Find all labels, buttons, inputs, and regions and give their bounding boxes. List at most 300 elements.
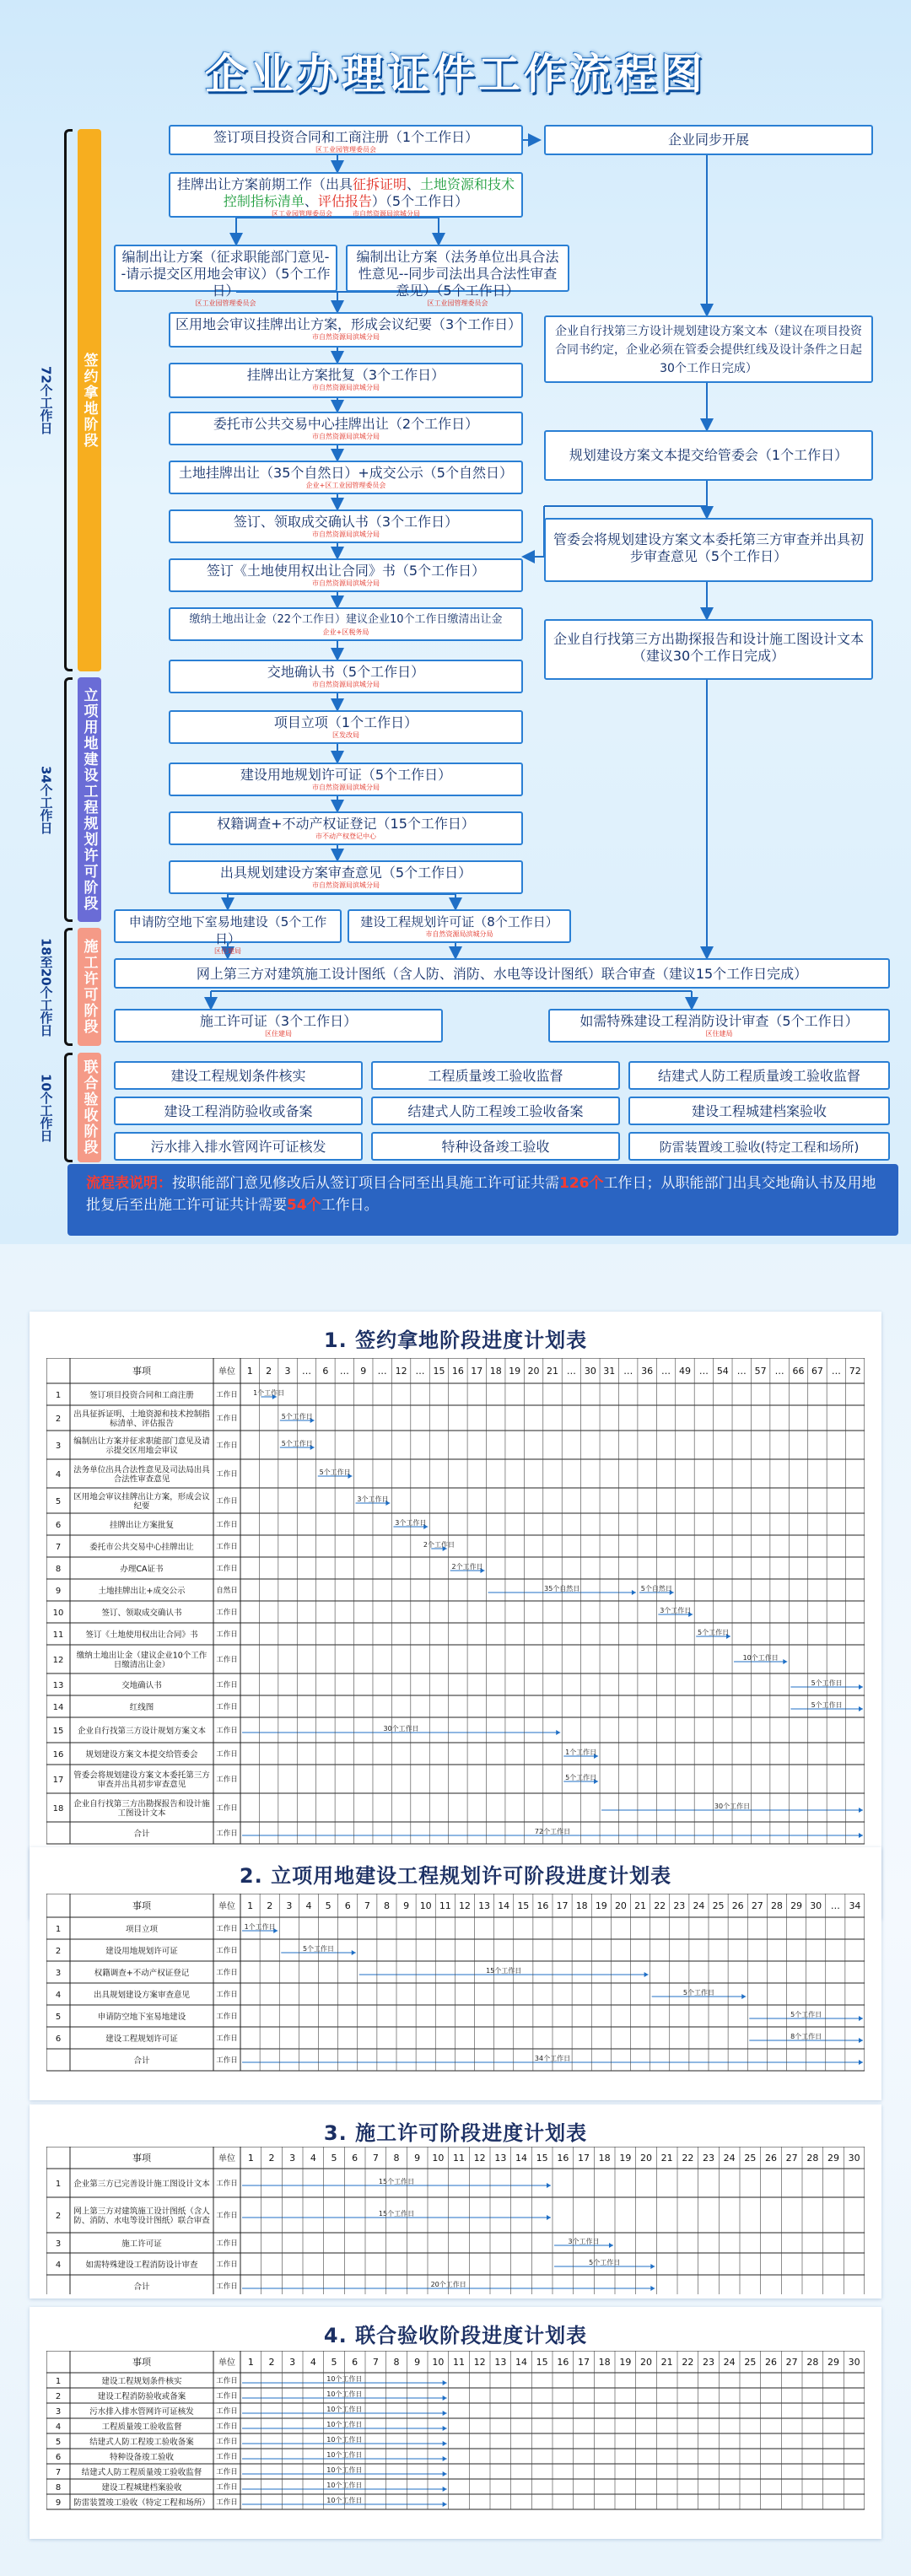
gantt-bar-label: 5个工作日 <box>281 1413 313 1420</box>
step-plan-legal <box>346 245 569 307</box>
header-day: 22 <box>682 2357 694 2368</box>
stage-days-2: 34个工作日 <box>38 765 54 834</box>
gantt-bar-label: 10个工作日 <box>326 2451 363 2459</box>
header-day: 5 <box>325 1900 332 1911</box>
row-number: 5 <box>55 2013 62 2022</box>
gantt-table-3 <box>46 2147 865 2294</box>
gantt-bar-label: 8个工作日 <box>790 2033 822 2040</box>
note-value: 126个 <box>559 1175 604 1192</box>
header-day: 27 <box>785 2153 798 2164</box>
stage-bar-2: 立项用地建设工程规划许可阶段 <box>78 677 101 922</box>
row-number: 2 <box>55 1947 62 1956</box>
row-unit: 工作日 <box>216 2422 238 2431</box>
acceptance-text: 工程质量竣工验收监督 <box>428 1068 563 1084</box>
gantt-bar-label: 10个工作日 <box>742 1654 779 1662</box>
row-unit: 工作日 <box>216 1804 238 1813</box>
row-name: 建设工程消防验收或备案 <box>97 2392 186 2401</box>
schedule-title-2: 2. 立项用地建设工程规划许可阶段进度计划表 <box>239 1864 672 1888</box>
stage-days-1: 72个工作日 <box>38 366 54 434</box>
header-day: 4 <box>310 2357 316 2368</box>
stage-days-3: 18至20个工作日 <box>38 937 54 1037</box>
step-entrust-trading <box>169 412 523 445</box>
step-text: 规划建设方案文本提交给管委会（1个工作日） <box>569 447 849 463</box>
step-land-handover <box>169 660 523 693</box>
table-row <box>46 2049 865 2071</box>
header-day: 12 <box>473 2153 486 2164</box>
gantt-bar-label: 2个工作日 <box>451 1563 483 1571</box>
row-number: 1 <box>55 2377 62 2386</box>
header-day: 12 <box>473 2357 486 2368</box>
row-name: 建设工程规划条件核实 <box>101 2377 182 2386</box>
row-name: 建设工程城建档案验收 <box>101 2483 182 2492</box>
gantt-bar-label: 5个工作日 <box>319 1469 351 1476</box>
header-day: 16 <box>557 2153 569 2164</box>
note-value: 54个 <box>287 1197 321 1214</box>
header-day: 6 <box>322 1366 329 1377</box>
header-day: 5 <box>331 2357 337 2368</box>
step-fire-design-review <box>548 1009 890 1043</box>
header-unit: 单位 <box>218 1902 235 1911</box>
step-text: 出具规划建设方案审查意见（5个工作日） <box>219 865 472 881</box>
row-number: 4 <box>55 2422 62 2432</box>
header-day: 8 <box>393 2357 400 2368</box>
header-unit: 单位 <box>218 2154 235 2164</box>
header-day: 10 <box>419 1900 432 1911</box>
schedule-title-1: 1. 签约拿地阶段进度计划表 <box>323 1328 588 1352</box>
row-name: 委托市公共交易中心挂牌出让 <box>89 1543 194 1552</box>
acceptance-item-6 <box>628 1097 890 1125</box>
header-day: 18 <box>598 2357 611 2368</box>
header-day: 3 <box>289 2357 296 2368</box>
header-day: 30 <box>848 2357 860 2368</box>
step-text: 缴纳土地出让金（22个工作日）建议企业10个工作日缴清出让金 <box>189 613 503 626</box>
header-day: … <box>377 1366 387 1377</box>
header-day: 1 <box>247 2153 254 2164</box>
row-unit: 工作日 <box>216 2261 238 2269</box>
step-text-red: 征拆证明 <box>352 176 407 192</box>
header-day: 30 <box>848 2153 860 2164</box>
step-dept: 市自然资源局滨城分局 <box>312 333 380 341</box>
step-dept: 企业+区工业园管理委员会 <box>305 482 386 489</box>
row-name: 合计 <box>133 2282 150 2292</box>
step-confirmation <box>169 509 523 543</box>
header-day: 21 <box>634 1900 647 1911</box>
step-text-green: 土地资源和技术控制指标清单 <box>223 176 515 209</box>
step-text: 企业自行找第三方设计规划建设方案文本（建议在项目投资合同书约定，企业必须在管委会提供红线及设计条件之日起30个工作日完成） <box>555 325 862 375</box>
step-text: 土地挂牌出让（35个自然日）+成交公示（5个自然日） <box>179 465 513 481</box>
gantt-bar-label: 20个工作日 <box>430 2281 466 2288</box>
header-day: 17 <box>578 2153 590 2164</box>
step-dept: 市自然资源局滨城分局 <box>312 433 380 440</box>
gantt-bar-label: 15个工作日 <box>378 2210 415 2218</box>
row-unit: 工作日 <box>216 2468 238 2476</box>
row-unit: 工作日 <box>216 2056 238 2065</box>
row-name: 出具规划建设方案审查意见 <box>93 1991 191 2000</box>
header-day: 2 <box>266 1366 272 1377</box>
step-dept: 市自然资源局滨城分局 <box>312 579 380 587</box>
acceptance-text: 建设工程城建档案验收 <box>691 1103 827 1119</box>
row-unit: 工作日 <box>216 1656 238 1664</box>
row-number: 9 <box>55 2498 62 2508</box>
header-day: 14 <box>498 1900 510 1911</box>
header-day: 29 <box>827 2357 839 2368</box>
row-name: 建设工程规划许可证 <box>105 2034 178 2044</box>
header-day: 3 <box>289 2153 296 2164</box>
schedule-panel-3 <box>30 2104 881 2298</box>
step-contract-registration <box>169 125 523 155</box>
gantt-bar-label: 3个工作日 <box>568 2238 600 2245</box>
row-number: 10 <box>52 1609 64 1618</box>
row-name: 办理CA证书 <box>120 1565 164 1574</box>
row-unit: 工作日 <box>216 2282 238 2291</box>
acceptance-item-9 <box>628 1132 890 1161</box>
step-survey-design <box>544 619 873 680</box>
header-day: 57 <box>754 1366 767 1377</box>
header-day: 7 <box>372 2153 379 2164</box>
row-unit: 工作日 <box>216 1969 238 1977</box>
schedule-panel-2 <box>30 1847 881 2100</box>
row-unit: 工作日 <box>216 1681 238 1689</box>
row-unit: 工作日 <box>216 2407 238 2416</box>
row-unit: 工作日 <box>216 1947 238 1955</box>
header-day: 9 <box>414 2357 421 2368</box>
row-unit: 工作日 <box>216 1750 238 1759</box>
row-unit: 工作日 <box>216 1415 238 1423</box>
header-day: 19 <box>509 1366 521 1377</box>
header-day: 10 <box>432 2357 445 2368</box>
step-text: 企业自行找第三方出勘探报告和设计施工图设计文本（建议30个工作日完成） <box>553 631 864 664</box>
header-day: 19 <box>619 2153 632 2164</box>
row-number: 18 <box>52 1804 64 1813</box>
header-day: 1 <box>246 1366 253 1377</box>
row-number: 3 <box>55 2239 62 2249</box>
header-day: 2 <box>267 1900 273 1911</box>
row-name: 结建式人防工程质量竣工验收监督 <box>81 2468 202 2477</box>
header-day: 12 <box>395 1366 407 1377</box>
gantt-bar-label: 30个工作日 <box>383 1725 419 1733</box>
step-dept: 区工业园管理委员会 市自然资源局滨城分局 <box>272 210 420 218</box>
acceptance-text: 建设工程消防验收或备案 <box>164 1103 313 1119</box>
row-unit: 工作日 <box>216 2483 238 2492</box>
row-number: 4 <box>55 2261 62 2270</box>
note-text: 工作日。 <box>321 1197 379 1214</box>
row-number: 2 <box>55 2212 62 2221</box>
table-row <box>46 1917 865 1939</box>
header-day: 2 <box>268 2153 275 2164</box>
step-text: 企业同步开展 <box>667 132 749 148</box>
header-day: 15 <box>536 2357 548 2368</box>
step-construction-planning-permit <box>348 909 571 943</box>
row-name: 特种设备竣工验收 <box>109 2453 175 2462</box>
row-unit: 工作日 <box>216 1470 238 1479</box>
step-air-defense <box>114 909 342 955</box>
header-day: 54 <box>716 1366 729 1377</box>
header-day: 7 <box>364 1900 370 1911</box>
row-number: 2 <box>55 1415 62 1424</box>
gantt-bar-label: 1个工作日 <box>244 1923 276 1931</box>
header-day: 15 <box>433 1366 445 1377</box>
header-day: … <box>566 1366 576 1377</box>
acceptance-item-5 <box>371 1097 620 1125</box>
schedule-panel-4 <box>30 2307 881 2539</box>
row-unit: 自然日 <box>216 1587 238 1595</box>
gantt-bar-label: 72个工作日 <box>534 1828 571 1835</box>
row-number: 16 <box>52 1750 64 1760</box>
row-name: 规划建设方案文本提交给管委会 <box>85 1750 198 1760</box>
header-day: 23 <box>673 1900 686 1911</box>
row-number: 6 <box>55 2034 62 2044</box>
step-parallel-start <box>544 125 873 155</box>
step-text: 建设用地规划许可证（5个工作日） <box>240 767 452 783</box>
header-day: 14 <box>515 2357 527 2368</box>
row-name: 网上第三方对建筑施工设计图纸（含人防、消防、水电等设计图纸）联合审查 <box>73 2207 210 2226</box>
header-day: 24 <box>723 2357 736 2368</box>
row-unit: 工作日 <box>216 1497 238 1506</box>
header-day: 28 <box>806 2153 819 2164</box>
step-dept: 区工业园管理委员会 <box>427 299 488 307</box>
gantt-bar-label: 2个工作日 <box>423 1541 456 1549</box>
header-day: 1 <box>247 2357 254 2368</box>
acceptance-text: 结建式人防工程质量竣工验收监督 <box>657 1068 860 1084</box>
gantt-table-4 <box>46 2351 865 2535</box>
header-day: 67 <box>811 1366 823 1377</box>
header-day: 27 <box>785 2357 798 2368</box>
gantt-bar-label: 5个自然日 <box>640 1585 672 1592</box>
stage-days-4: 10个工作日 <box>38 1073 54 1142</box>
step-text: 、 <box>304 193 318 209</box>
row-number: 3 <box>55 2407 62 2417</box>
gantt-bar-label: 10个工作日 <box>326 2390 363 2398</box>
row-name: 企业自行找第三方出勘探报告和设计施工图设计文本 <box>73 1799 210 1819</box>
row-name: 结建式人防工程竣工验收备案 <box>89 2438 194 2447</box>
header-day: 9 <box>403 1900 410 1911</box>
header-day: 26 <box>731 1900 744 1911</box>
step-dept: 区住建局 <box>705 1030 733 1037</box>
row-name: 防雷装置竣工验收（特定工程和场所） <box>73 2498 210 2508</box>
gantt-bar-label: 5个工作日 <box>281 1440 313 1447</box>
header-day: … <box>339 1366 349 1377</box>
header-day: 16 <box>536 1900 549 1911</box>
acceptance-text: 结建式人防工程竣工验收备案 <box>407 1103 584 1119</box>
row-number: 7 <box>55 1543 62 1552</box>
header-day: 7 <box>372 2357 379 2368</box>
step-plan-consult <box>114 245 337 307</box>
step-dept: 企业+区税务局 <box>322 628 369 636</box>
row-unit: 工作日 <box>216 2212 238 2220</box>
step-dept: 市自然资源局滨城分局 <box>312 384 380 391</box>
header-day: 21 <box>547 1366 558 1377</box>
header-day: 4 <box>310 2153 316 2164</box>
step-pre-listing-work <box>169 172 523 218</box>
row-number: 6 <box>55 1521 62 1530</box>
step-dept: 市自然资源局滨城分局 <box>312 681 380 688</box>
step-land-listing <box>169 461 523 494</box>
step-plan-approval <box>169 363 523 398</box>
step-text: 签订、领取成交确认书（3个工作日） <box>233 514 459 530</box>
header-day: 11 <box>453 2153 465 2164</box>
row-number: 15 <box>52 1727 64 1736</box>
header-day: … <box>774 1366 784 1377</box>
acceptance-item-1 <box>114 1061 363 1090</box>
gantt-table-1 <box>46 1358 865 1906</box>
header-item: 事项 <box>132 2153 151 2164</box>
header-day: 14 <box>515 2153 527 2164</box>
header-day: 21 <box>660 2357 673 2368</box>
row-unit: 工作日 <box>216 2392 238 2401</box>
row-name: 签订《土地使用权出让合同》书 <box>85 1630 198 1640</box>
row-unit: 工作日 <box>216 1925 238 1933</box>
header-day: 24 <box>723 2153 736 2164</box>
row-name: 签订项目投资合同和工商注册 <box>89 1391 194 1400</box>
header-day: 3 <box>284 1366 291 1377</box>
row-number: 5 <box>55 1497 62 1506</box>
step-text: 签订项目投资合同和工商注册（1个工作日） <box>213 129 479 145</box>
header-day: 28 <box>770 1900 783 1911</box>
row-name: 管委会将规划建设方案文本委托第三方审查并出具初步审查意见 <box>73 1770 210 1790</box>
header-day: 8 <box>393 2153 400 2164</box>
step-text: 申请防空地下室易地建设（5个工作日） <box>128 914 327 946</box>
header-day: 34 <box>849 1900 861 1911</box>
row-unit: 工作日 <box>216 2438 238 2446</box>
row-unit: 工作日 <box>216 1565 238 1573</box>
header-day: 17 <box>471 1366 483 1377</box>
step-construction-permit <box>114 1009 443 1043</box>
row-unit: 工作日 <box>216 2180 238 2188</box>
header-day: … <box>830 1900 840 1911</box>
header-day: 11 <box>439 1900 451 1911</box>
header-day: 25 <box>744 2357 757 2368</box>
header-day: 31 <box>603 1366 616 1377</box>
header-day: 18 <box>598 2153 611 2164</box>
header-unit: 单位 <box>218 1367 235 1377</box>
acceptance-text: 防雷装置竣工验收(特定工程和场所) <box>659 1140 860 1155</box>
step-land-contract <box>169 558 523 592</box>
row-unit: 工作日 <box>216 1703 238 1711</box>
header-day: 17 <box>578 2357 590 2368</box>
row-name: 污水排入排水管网许可证核发 <box>89 2407 194 2417</box>
gantt-bar-label: 5个工作日 <box>811 1679 843 1687</box>
gantt-bar-label: 1个工作日 <box>253 1389 285 1397</box>
row-unit: 工作日 <box>216 1609 238 1617</box>
header-day: 25 <box>744 2153 757 2164</box>
step-text: 施工许可证（3个工作日） <box>199 1013 358 1029</box>
header-day: 13 <box>494 2153 507 2164</box>
header-day: 10 <box>432 2153 445 2164</box>
acceptance-text: 建设工程规划条件核实 <box>170 1068 306 1084</box>
header-day: 5 <box>331 2153 337 2164</box>
header-day: … <box>661 1366 671 1377</box>
row-unit: 工作日 <box>216 2498 238 2507</box>
header-day: 30 <box>584 1366 596 1377</box>
header-day: 6 <box>344 1900 351 1911</box>
gantt-bar-label: 1个工作日 <box>565 1749 597 1756</box>
header-day: 29 <box>827 2153 839 2164</box>
step-dept: 区工业园管理委员会 <box>315 146 376 154</box>
row-number: 12 <box>52 1656 64 1665</box>
step-text: 签订《土地使用权出让合同》书（5个工作日） <box>206 563 486 579</box>
step-dept: 区工业园管理委员会 <box>195 299 256 307</box>
header-day: 20 <box>527 1366 540 1377</box>
header-item: 事项 <box>132 2357 151 2368</box>
gantt-bar-label: 5个工作日 <box>589 2259 621 2266</box>
step-dept: 市自然资源局滨城分局 <box>312 784 380 791</box>
header-day: 16 <box>451 1366 464 1377</box>
gantt-bar-label: 10个工作日 <box>326 2497 363 2504</box>
schedule-title-4: 4. 联合验收阶段进度计划表 <box>323 2324 588 2347</box>
header-day: 29 <box>790 1900 803 1911</box>
gantt-bar-label: 3个工作日 <box>395 1519 427 1527</box>
header-day: … <box>831 1366 841 1377</box>
header-day: 30 <box>810 1900 822 1911</box>
step-dept: 市自然资源局滨城分局 <box>312 531 380 538</box>
header-day: 22 <box>682 2153 694 2164</box>
row-number: 1 <box>55 1925 62 1934</box>
step-third-party-review <box>544 518 873 582</box>
gantt-bar-label: 5个工作日 <box>811 1701 843 1709</box>
row-number: 2 <box>55 2392 62 2401</box>
row-name: 出具征拆证明、土地资源和技术控制指标清单、评估报告 <box>73 1409 210 1429</box>
header-day: 15 <box>536 2153 548 2164</box>
row-number: 9 <box>55 1587 62 1596</box>
header-day: 66 <box>792 1366 805 1377</box>
row-unit: 工作日 <box>216 1442 238 1450</box>
acceptance-item-8 <box>371 1132 620 1161</box>
row-name: 企业第三方已完善设计施工图设计文本 <box>73 2180 210 2189</box>
header-day: 22 <box>654 1900 666 1911</box>
row-number: 7 <box>55 2468 62 2477</box>
header-day: 18 <box>489 1366 502 1377</box>
header-day: 20 <box>640 2357 652 2368</box>
row-name: 编制出让方案并征求职能部门意见及请示提交区用地会审议 <box>73 1436 210 1456</box>
header-day: 17 <box>556 1900 569 1911</box>
header-day: 6 <box>352 2357 358 2368</box>
page-title: 企业办理证件工作流程图 <box>205 50 706 99</box>
note-text: 按职能部门意见修改后从签订项目合同至出具施工许可证共需 <box>172 1175 559 1192</box>
header-day: 15 <box>517 1900 530 1911</box>
row-name: 权籍调查+不动产权证登记 <box>94 1969 190 1978</box>
header-day: 20 <box>640 2153 652 2164</box>
header-day: 9 <box>360 1366 367 1377</box>
row-name: 施工许可证 <box>121 2239 162 2249</box>
row-name: 交地确认书 <box>121 1681 162 1690</box>
row-name: 签订、领取成交确认书 <box>101 1609 182 1618</box>
row-name: 土地挂牌出让+成交公示 <box>98 1587 186 1596</box>
acceptance-text: 特种设备竣工验收 <box>441 1139 550 1155</box>
step-text: ）（5个工作日） <box>371 193 469 209</box>
row-number: 5 <box>55 2438 62 2447</box>
header-day: 18 <box>575 1900 588 1911</box>
step-text: 编制出让方案（征求职能部门意见--请示提交区用地会审议）（5个工作日） <box>121 249 331 299</box>
row-unit: 工作日 <box>216 1521 238 1529</box>
header-day: … <box>301 1366 311 1377</box>
step-text: 区用地会审议挂牌出让方案，形成会议纪要（3个工作日） <box>175 316 522 332</box>
header-day: … <box>623 1366 633 1377</box>
row-name: 区用地会审议挂牌出让方案，形成会议纪要 <box>73 1492 210 1512</box>
step-text: 如需特殊建设工程消防设计审查（5个工作日） <box>579 1013 859 1029</box>
row-name: 申请防空地下室易地建设 <box>97 2013 186 2022</box>
row-unit: 工作日 <box>216 1776 238 1784</box>
header-day: … <box>698 1366 709 1377</box>
step-land-meeting <box>169 312 523 348</box>
step-property-registration <box>169 811 523 845</box>
gantt-bar-label: 5个工作日 <box>682 1989 714 1997</box>
header-day: 25 <box>712 1900 725 1911</box>
row-number: 3 <box>55 1969 62 1978</box>
row-unit: 工作日 <box>216 1391 238 1399</box>
acceptance-text: 污水排入排水管网许可证核发 <box>150 1139 326 1155</box>
step-project-approval <box>169 710 523 744</box>
header-day: 12 <box>458 1900 471 1911</box>
